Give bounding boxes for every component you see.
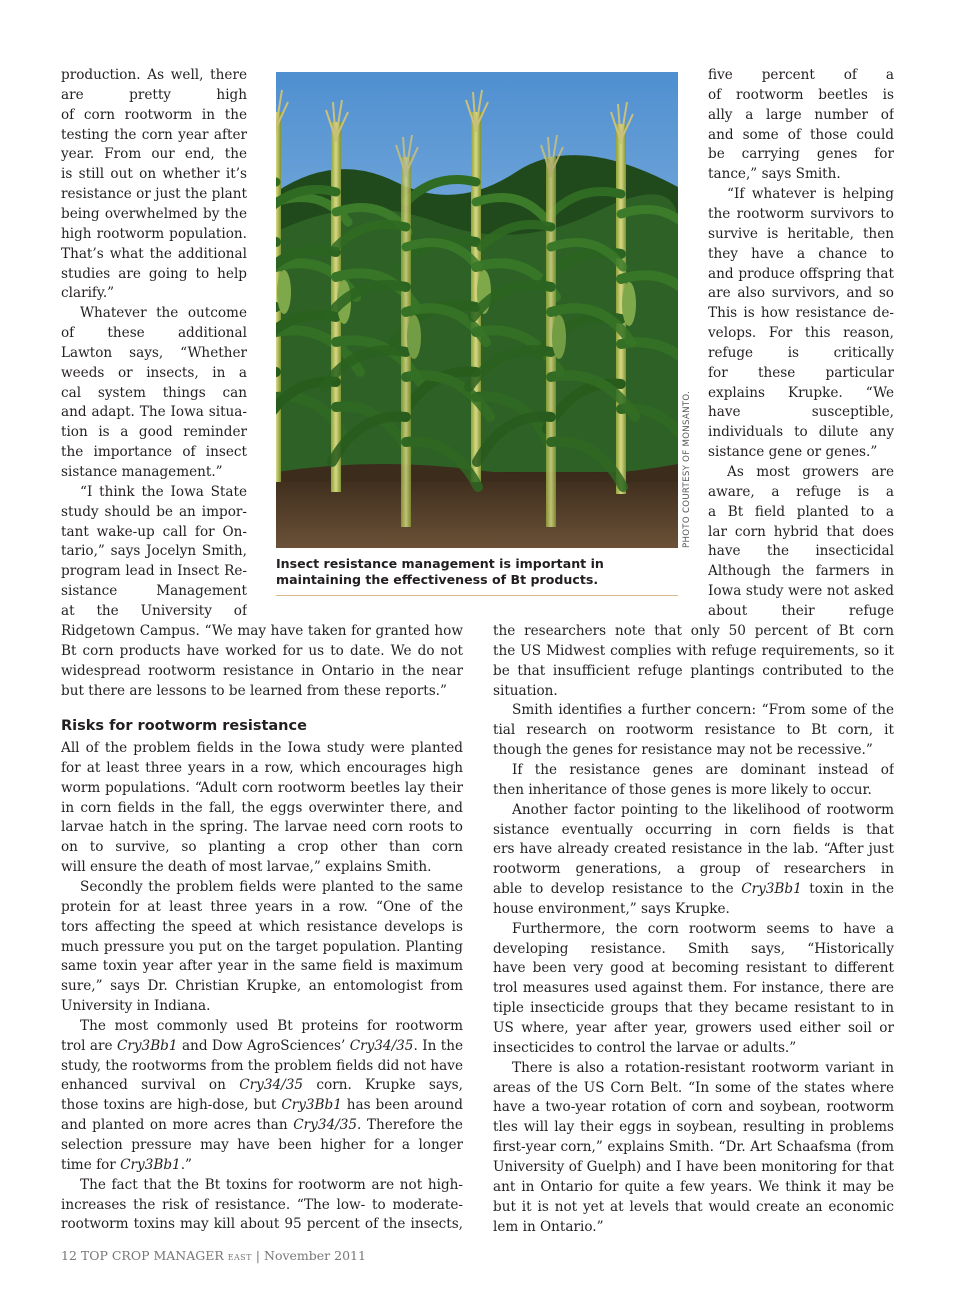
footer-separator: | [255, 1248, 261, 1263]
text-line: and some of those could [708, 126, 894, 143]
photo-credit: PHOTO COURTESY OF MONSANTO. [682, 390, 692, 548]
text-line: rootworm toxins may kill about 95 percent of the insects, [61, 1216, 463, 1233]
text-line: cal system things can [61, 384, 247, 401]
text-line: for these particular [708, 364, 894, 381]
text-line: developing resistance. Smith says, “Historically [493, 940, 894, 957]
text-line: tant wake-up call for On- [61, 523, 247, 540]
text-line: survive is heritable, then [708, 225, 894, 242]
magazine-edition: EAST [227, 1253, 252, 1262]
text-line: lar corn hybrid that does [708, 523, 894, 540]
text-line: then inheritance of those genes is more likely to occur. [493, 781, 872, 798]
text-line: high rootworm population. [61, 225, 247, 242]
text-line: rootworm generations, a group of researchers in [493, 861, 894, 878]
text-line: be carrying genes for [708, 146, 894, 163]
text-line: able to develop resistance to the Cry3Bb1 toxin in the [493, 881, 894, 898]
text-line: tles will lay their eggs in soybean, resulting in problems [493, 1119, 894, 1136]
text-line: Bt corn products have worked for us to date. We do not [61, 642, 463, 659]
text-line: of corn rootworm in the [61, 106, 247, 123]
text-line: Iowa study were not asked [708, 583, 894, 600]
text-line: This is how resistance de- [708, 305, 894, 322]
text-line: tors affecting the speed at which resistance develops is [61, 918, 463, 935]
text-line: lem in Ontario.” [493, 1218, 604, 1235]
text-line: the importance of insect [61, 444, 247, 461]
text-line: selection pressure may have been higher for a longer [61, 1137, 463, 1153]
text-line: tion is a good reminder [61, 424, 247, 441]
text-line: “If whatever is helping [727, 186, 894, 203]
text-line: study, the rootworms from the problem fields did not have [61, 1057, 463, 1074]
text-line: Another factor pointing to the likelihood of rootworm [512, 801, 894, 818]
text-line: and planted on more acres than Cry34/35. Therefore the [61, 1117, 463, 1134]
text-line: worm populations. “Adult corn rootworm beetles lay their [61, 779, 463, 796]
text-line: velops. For this reason, [708, 325, 894, 342]
page-footer [61, 1248, 366, 1263]
text-line: As most growers are [727, 464, 894, 480]
text-line: protein for at least three years in a row. “One of the [61, 898, 463, 915]
text-line: on to survive, so planting a crop other than corn [61, 839, 463, 856]
text-line: All of the problem fields in the Iowa study were planted [61, 740, 463, 756]
text-line: studies are going to help [61, 265, 247, 282]
text-line: tario,” says Jocelyn Smith, [61, 543, 247, 560]
text-line: the US Midwest complies with refuge requirements, so it [493, 642, 894, 659]
text-line: have been very good at becoming resistant to different [493, 960, 894, 977]
text-line: explains Krupke. “We [708, 384, 894, 401]
photo-caption: Insect resistance management is important in maintaining the effectiveness of Bt products. [276, 556, 604, 587]
text-line: situation. [493, 682, 558, 699]
text-line: but there are lessons to be learned from these reports.” [61, 682, 447, 699]
text-line: insecticides to control the larvae or adults.” [493, 1039, 797, 1056]
text-line: are pretty high [61, 86, 247, 103]
issue-date: November 2011 [264, 1248, 366, 1263]
text-line: clarify.” [61, 285, 115, 302]
text-line: sistance gene or genes.” [708, 444, 878, 461]
text-line: program lead in Insect Re- [61, 563, 247, 580]
text-line: University in Indiana. [61, 998, 211, 1015]
text-line: testing the corn year after [61, 126, 247, 143]
text-line: of rootworm beetles is [708, 86, 894, 103]
text-line: are also survivors, and so [708, 285, 894, 302]
text-line: “I think the Iowa State [80, 483, 247, 500]
text-line: The most commonly used Bt proteins for rootworm [80, 1017, 463, 1034]
text-line: first-year corn,” explains Smith. “Dr. Art Schaafsma (from [493, 1139, 894, 1156]
text-line: house environment,” says Krupke. [493, 900, 730, 917]
text-line: trol measures used against them. For instance, there are [493, 980, 894, 997]
text-line: tial research on rootworm resistance to Bt corn, it [493, 722, 894, 739]
text-line: That’s what the additional [61, 245, 247, 262]
text-line: year. From our end, the [61, 146, 247, 163]
text-line: individuals to dilute any [708, 424, 894, 441]
text-line: about their refuge [708, 602, 894, 619]
text-line: and produce offspring that [708, 265, 894, 282]
text-line: weeds or insects, in a [61, 364, 247, 381]
text-line: Ridgetown Campus. “We may have taken for granted how [61, 623, 463, 639]
text-line: sure,” says Dr. Christian Krupke, an entomologist from [61, 978, 463, 995]
corn-field-photo [276, 72, 678, 548]
text-line: sistance eventually occurring in corn fields is that [493, 821, 894, 838]
text-line: for at least three years in a row, which encourages high [61, 759, 463, 776]
magazine-name: TOP CROP MANAGER [80, 1248, 224, 1263]
text-line: a Bt field planted to a [708, 503, 894, 520]
text-line: have a two-year rotation of corn and soybean, rootworm [493, 1099, 894, 1116]
text-line: will ensure the death of most larvae,” explains Smith. [61, 859, 432, 876]
page-number: 12 [61, 1248, 77, 1263]
text-line: of these additional [61, 325, 247, 342]
text-line: in corn fields in the fall, the eggs overwinter there, and [61, 799, 463, 816]
text-line: they have a chance to [708, 245, 894, 262]
text-line: If the resistance genes are dominant instead of [512, 761, 894, 778]
text-line: sistance management.” [61, 464, 223, 480]
text-line: Although the farmers in [708, 563, 894, 580]
text-line: same toxin year after year in the same field is maximum [61, 958, 463, 975]
text-line: Whatever the outcome [80, 305, 247, 322]
text-line: areas of the US Corn Belt. “In some of the states where [493, 1079, 894, 1096]
text-line: There is also a rotation-resistant rootworm variant in [512, 1059, 894, 1076]
text-line: be that insufficient refuge plantings contributed to the [493, 662, 894, 679]
text-line: University of Guelph) and I have been monitoring for that [493, 1158, 894, 1175]
section-heading: Risks for rootworm resistance [61, 718, 307, 734]
text-line: being overwhelmed by the [61, 205, 247, 222]
text-line: at the University of [61, 602, 247, 619]
text-line: production. As well, there [61, 67, 247, 83]
text-line: larvae hatch in the spring. The larvae need corn roots to [61, 819, 463, 836]
text-line: the researchers note that only 50 percent of Bt corn [493, 623, 894, 639]
text-line: the rootworm survivors to [708, 205, 894, 222]
text-line: but it is not yet at levels that would create an economic [493, 1198, 894, 1215]
text-line: Secondly the problem fields were planted to the same [80, 878, 463, 895]
text-line: ally a large number of [708, 106, 894, 123]
text-line: refuge is critically [708, 344, 894, 361]
text-line: is still out on whether it’s [61, 166, 247, 183]
text-line: ers have already created resistance in the lab. “After just [493, 841, 894, 858]
text-line: ant in Ontario for quite a few years. We think it may be [493, 1178, 894, 1195]
text-line: trol are Cry3Bb1 and Dow AgroSciences’ Cry34/35. In the [61, 1037, 463, 1054]
text-line: have the insecticidal [708, 543, 894, 560]
text-line: much pressure you put on the target population. Planting [61, 938, 463, 955]
text-line: and adapt. The Iowa situa- [61, 404, 247, 421]
caption-divider [276, 595, 678, 596]
text-line: Smith identifies a further concern: “From some of the [512, 702, 894, 719]
text-line: tiple insecticide groups that they became resistant to in [493, 1000, 894, 1017]
text-line: time for Cry3Bb1.” [61, 1156, 192, 1173]
text-line: though the genes for resistance may not be recessive.” [493, 742, 873, 759]
text-line: enhanced survival on Cry34/35 corn. Krupke says, [61, 1077, 463, 1094]
text-line: Lawton says, “Whether [61, 344, 247, 361]
text-line: have susceptible, [708, 404, 894, 421]
text-line: US where, year after year, growers used either soil or [493, 1020, 894, 1036]
text-line: study should be an impor- [61, 503, 247, 520]
text-line: tance,” says Smith. [708, 166, 841, 183]
text-line: The fact that the Bt toxins for rootworm are not high- [80, 1176, 463, 1193]
text-line: resistance or just the plant [61, 186, 247, 203]
text-line: increases the risk of resistance. “The low- to moderate- [61, 1196, 463, 1213]
text-line: those toxins are high-dose, but Cry3Bb1 has been around [61, 1097, 463, 1114]
text-line: sistance Management [61, 583, 247, 600]
text-line: widespread rootworm resistance in Ontario in the near [61, 662, 463, 679]
text-line: Furthermore, the corn rootworm seems to have a [512, 920, 894, 937]
text-line: five percent of a [708, 67, 894, 83]
text-line: aware, a refuge is a [708, 483, 894, 500]
